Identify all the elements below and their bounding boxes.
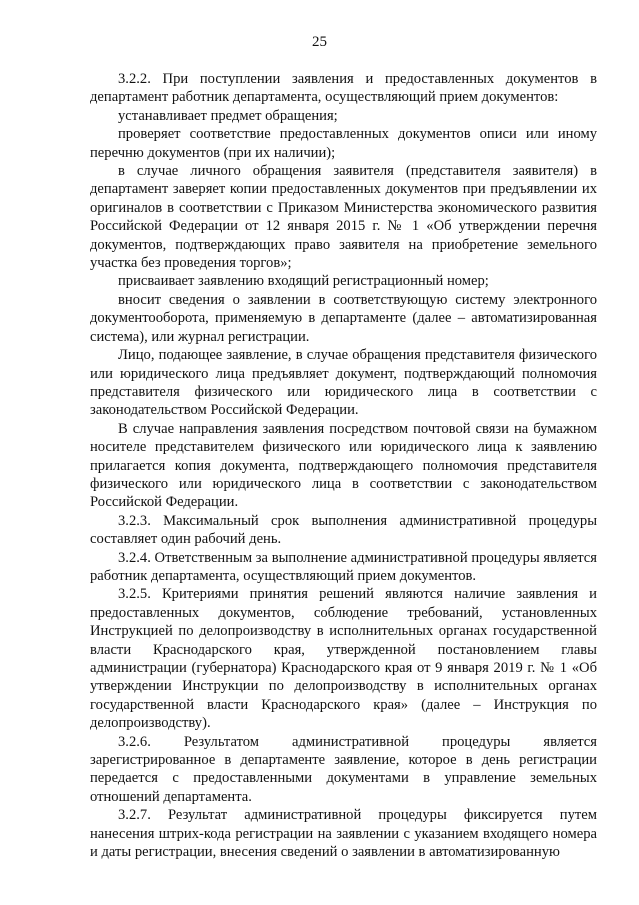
paragraph-3-2-5: 3.2.5. Критериями принятия решений являются наличие заявления и предоставленных документов, соблюдение требований, установленных Инструкцией по делопроизводству в исполнительных органах государственной власти Краснодарского края, утвержденной постановлением главы администрации (губернатора) Краснодарского края от 9 января 2019 г. № 1 «Об утверждении Инструкции по делопроизводству в исполнительных органах государственной власти Краснодарского края» (далее – Инструкция по делопроизводству).	[90, 586, 597, 732]
paragraph-3-2-3: 3.2.3. Максимальный срок выполнения административной процедуры составляет один рабочий день.	[90, 512, 597, 548]
paragraph-3-2-2: 3.2.2. При поступлении заявления и предоставленных документов в департамент работник департамента, осуществляющий прием документов:	[90, 71, 597, 106]
page-number: 25	[312, 34, 327, 50]
paragraph-edms-entry: вносит сведения о заявлении в соответствующую систему электронного документооборота, применяемую в департаменте (далее – автоматизированная система), или журнал регистрации.	[90, 291, 597, 345]
paragraph-representative: Лицо, подающее заявление, в случае обращения представителя физического или юридического лица предъявляет документ, подтверждающий полномочия представителя физического или юридического лица в соответствии с законодательством Российской Федерации.	[90, 347, 597, 419]
paragraph-3-2-4: 3.2.4. Ответственным за выполнение административной процедуры является работник департамента, осуществляющий прием документов.	[90, 549, 597, 584]
paragraph-personal-appeal: в случае личного обращения заявителя (представителя заявителя) в департамент заверяет копии предоставленных документов при предъявлении их оригиналов в соответствии с Приказом Министерства экономического развития Российской Федерации от 12 января 2015 г. № 1 «Об утверждении перечня документов, подтверждающих право заявителя на приобретение земельного участка без проведения торгов»;	[90, 163, 597, 272]
paragraph-3-2-6: 3.2.6. Результатом административной процедуры является зарегистрированное в департаменте заявление, которое в день регистрации передается с предоставленными документами в управление земельных отношений департамента.	[90, 733, 597, 805]
paragraph-check-docs: проверяет соответствие предоставленных документов описи или иному перечню документов (при их наличии);	[90, 126, 597, 161]
document-body	[90, 70, 597, 861]
paragraph-postal: В случае направления заявления посредством почтовой связи на бумажном носителе представителем физического или юридического лица к заявлению прилагается копия документа, подтверждающего полномочия представителя физического или юридического лица в соответствии с законодательством Российской Федерации.	[90, 420, 597, 511]
paragraph-registration-number: присваивает заявлению входящий регистрационный номер;	[118, 273, 489, 290]
paragraph-subject: устанавливает предмет обращения;	[118, 107, 338, 124]
paragraph-3-2-7: 3.2.7. Результат административной процедуры фиксируется путем нанесения штрих-кода регистрации на заявлении с указанием входящего номера и даты регистрации, внесения сведений о заявлении в автоматизированную	[90, 807, 597, 861]
